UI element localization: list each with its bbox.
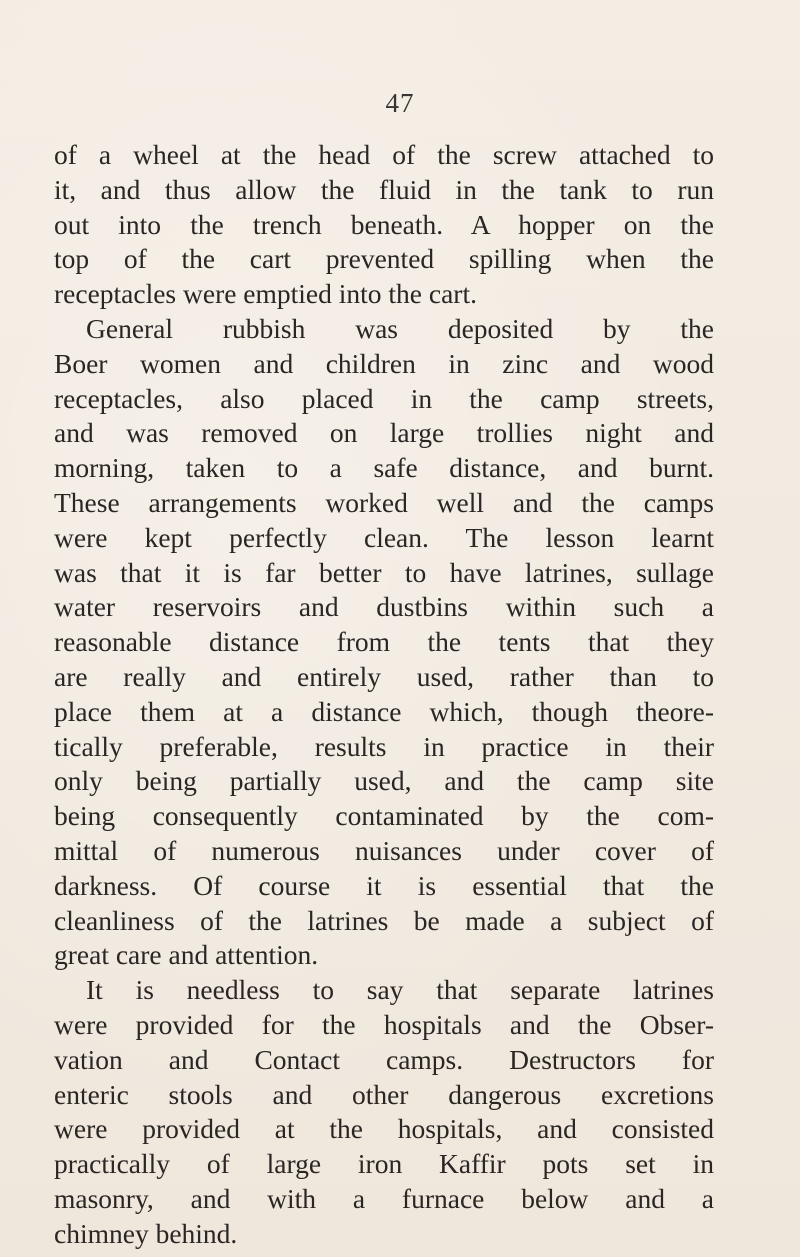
text-line: it, and thus allow the fluid in the tank to run — [54, 173, 714, 205]
body-text — [54, 138, 714, 1252]
text-line: General rubbish was deposited by the — [86, 312, 714, 344]
page-number: 47 — [385, 88, 415, 118]
text-line: top of the cart prevented spilling when the — [54, 243, 714, 275]
text-line: were provided for the hospitals and the Obser- — [54, 1008, 714, 1040]
text-line: reasonable distance from the tents that they — [54, 626, 714, 658]
text-line: enteric stools and other dangerous excretions — [54, 1078, 714, 1110]
text-line: darkness. Of course it is essential that the — [54, 869, 714, 901]
text-line: place them at a distance which, though theore- — [54, 695, 714, 727]
text-line: vation and Contact camps. Destructors for — [54, 1043, 714, 1075]
text-line: cleanliness of the latrines be made a subject of — [54, 904, 714, 936]
text-line: receptacles, also placed in the camp streets, — [54, 382, 714, 414]
text-line: receptacles were emptied into the cart. — [54, 278, 477, 310]
text-line: practically of large iron Kaffir pots set in — [54, 1148, 714, 1180]
text-line: was that it is far better to have latrines, sullage — [54, 556, 714, 588]
text-line: are really and entirely used, rather than to — [54, 660, 714, 692]
text-line: out into the trench beneath. A hopper on the — [54, 208, 714, 240]
text-line: It is needless to say that separate latrines — [86, 974, 714, 1006]
text-line: and was removed on large trollies night and — [54, 417, 714, 449]
text-line: morning, taken to a safe distance, and burnt. — [54, 452, 714, 484]
text-line: were kept perfectly clean. The lesson learnt — [54, 521, 714, 553]
text-line: These arrangements worked well and the camps — [54, 486, 714, 518]
text-line: masonry, and with a furnace below and a — [54, 1182, 714, 1214]
text-line: chimney behind. — [54, 1217, 238, 1249]
text-line: only being partially used, and the camp site — [54, 765, 714, 797]
text-line: tically preferable, results in practice in their — [54, 730, 714, 762]
text-line: great care and attention. — [54, 939, 319, 971]
text-line: of a wheel at the head of the screw attached to — [54, 139, 714, 170]
text-line: water reservoirs and dustbins within such a — [54, 591, 714, 623]
text-line: being consequently contaminated by the com- — [54, 800, 714, 832]
text-line: Boer women and children in zinc and wood — [54, 347, 714, 379]
text-line: mittal of numerous nuisances under cover of — [54, 834, 714, 866]
text-line: were provided at the hospitals, and consisted — [54, 1113, 714, 1145]
